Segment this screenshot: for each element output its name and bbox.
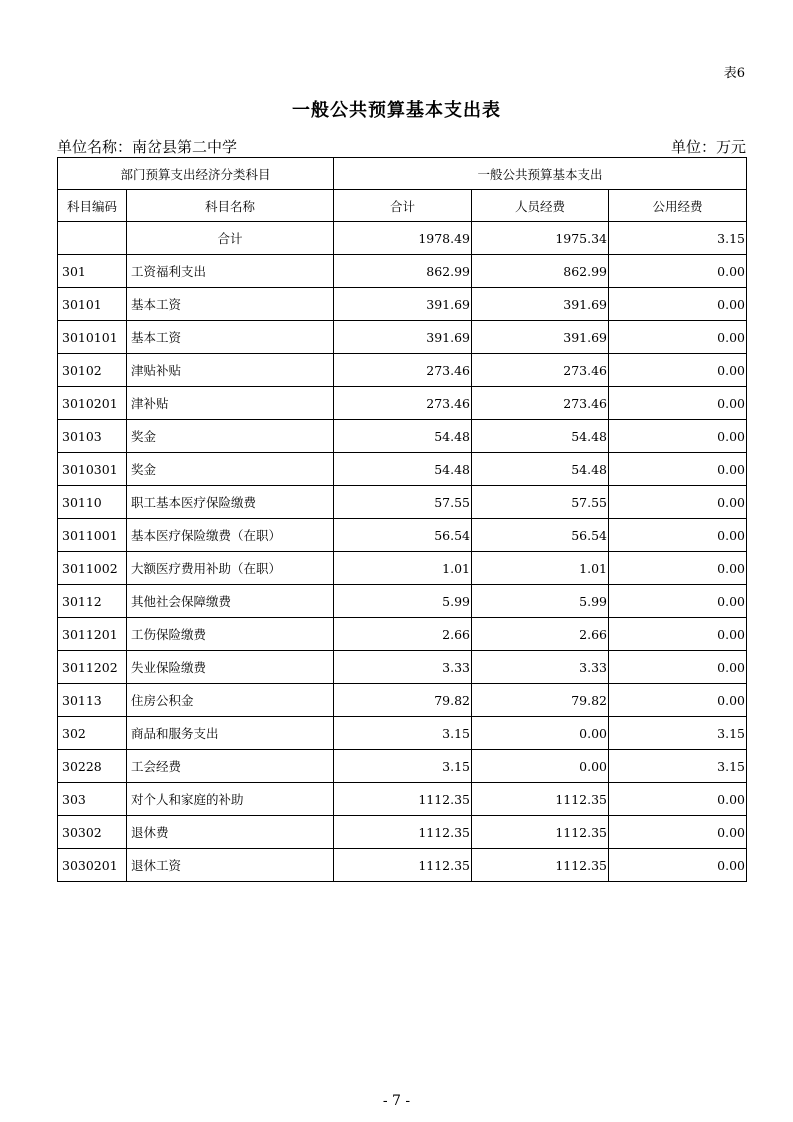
cell-personnel: 79.82 (472, 684, 609, 717)
cell-personnel: 56.54 (472, 519, 609, 552)
cell-personnel: 391.69 (472, 321, 609, 354)
group-header-economic-classification: 部门预算支出经济分类科目 (58, 158, 334, 190)
cell-public: 0.00 (609, 288, 747, 321)
cell-personnel: 1112.35 (472, 783, 609, 816)
cell-personnel: 2.66 (472, 618, 609, 651)
cell-name: 工会经费 (127, 750, 334, 783)
cell-total: 3.15 (334, 750, 472, 783)
cell-public: 0.00 (609, 816, 747, 849)
unit-info-row (57, 136, 746, 156)
cell-code: 3010301 (58, 453, 127, 486)
cell-name: 工资福利支出 (127, 255, 334, 288)
cell-name: 大额医疗费用补助（在职） (127, 552, 334, 585)
cell-code: 3010201 (58, 387, 127, 420)
cell-personnel: 0.00 (472, 717, 609, 750)
cell-code: 30228 (58, 750, 127, 783)
cell-code (58, 222, 127, 255)
table-row (58, 750, 747, 783)
cell-public: 0.00 (609, 849, 747, 882)
cell-personnel: 273.46 (472, 354, 609, 387)
cell-code: 30101 (58, 288, 127, 321)
cell-name: 津贴补贴 (127, 354, 334, 387)
cell-public: 0.00 (609, 354, 747, 387)
cell-total: 1.01 (334, 552, 472, 585)
cell-code: 3011001 (58, 519, 127, 552)
cell-public: 0.00 (609, 453, 747, 486)
cell-code: 30112 (58, 585, 127, 618)
cell-code: 3030201 (58, 849, 127, 882)
cell-personnel: 54.48 (472, 453, 609, 486)
table-row (58, 783, 747, 816)
column-header-personnel: 人员经费 (472, 190, 609, 222)
cell-personnel: 57.55 (472, 486, 609, 519)
cell-name: 退休工资 (127, 849, 334, 882)
cell-code: 3011002 (58, 552, 127, 585)
cell-code: 3011201 (58, 618, 127, 651)
table-row (58, 354, 747, 387)
cell-code: 303 (58, 783, 127, 816)
table-row (58, 486, 747, 519)
column-header-public: 公用经费 (609, 190, 747, 222)
table-column-header-row (58, 190, 747, 222)
table-row (58, 420, 747, 453)
cell-code: 30110 (58, 486, 127, 519)
cell-public: 3.15 (609, 222, 747, 255)
cell-name: 津补贴 (127, 387, 334, 420)
cell-code: 3011202 (58, 651, 127, 684)
cell-total: 391.69 (334, 288, 472, 321)
cell-public: 3.15 (609, 750, 747, 783)
cell-personnel: 273.46 (472, 387, 609, 420)
cell-total: 3.33 (334, 651, 472, 684)
table-row (58, 849, 747, 882)
cell-name: 基本医疗保险缴费（在职） (127, 519, 334, 552)
cell-name: 其他社会保障缴费 (127, 585, 334, 618)
table-row (58, 552, 747, 585)
column-header-code: 科目编码 (58, 190, 127, 222)
page-number: - 7 - (382, 1093, 411, 1109)
cell-total: 57.55 (334, 486, 472, 519)
cell-personnel: 1112.35 (472, 816, 609, 849)
cell-name: 住房公积金 (127, 684, 334, 717)
table-row (58, 519, 747, 552)
column-header-name: 科目名称 (127, 190, 334, 222)
cell-code: 30113 (58, 684, 127, 717)
page-title: 一般公共预算基本支出表 (292, 100, 501, 121)
cell-public: 0.00 (609, 651, 747, 684)
cell-public: 0.00 (609, 387, 747, 420)
cell-public: 0.00 (609, 618, 747, 651)
table-number: 表6 (723, 66, 745, 81)
cell-public: 0.00 (609, 783, 747, 816)
table-row (58, 453, 747, 486)
table-row (58, 387, 747, 420)
table-row (58, 717, 747, 750)
cell-total: 1112.35 (334, 816, 472, 849)
cell-name: 奖金 (127, 420, 334, 453)
cell-name: 奖金 (127, 453, 334, 486)
cell-name: 职工基本医疗保险缴费 (127, 486, 334, 519)
cell-public: 3.15 (609, 717, 747, 750)
cell-name: 基本工资 (127, 321, 334, 354)
cell-personnel: 1975.34 (472, 222, 609, 255)
cell-total: 54.48 (334, 453, 472, 486)
cell-personnel: 0.00 (472, 750, 609, 783)
cell-code: 30102 (58, 354, 127, 387)
cell-code: 3010101 (58, 321, 127, 354)
cell-total: 3.15 (334, 717, 472, 750)
cell-name: 基本工资 (127, 288, 334, 321)
cell-total: 391.69 (334, 321, 472, 354)
cell-total: 273.46 (334, 354, 472, 387)
cell-public: 0.00 (609, 552, 747, 585)
cell-name: 商品和服务支出 (127, 717, 334, 750)
cell-name: 退休费 (127, 816, 334, 849)
unit-label: 单位：万元 (670, 138, 746, 156)
cell-code: 301 (58, 255, 127, 288)
cell-total: 79.82 (334, 684, 472, 717)
cell-personnel: 3.33 (472, 651, 609, 684)
cell-code: 30302 (58, 816, 127, 849)
cell-total: 1112.35 (334, 849, 472, 882)
cell-name: 工伤保险缴费 (127, 618, 334, 651)
cell-public: 0.00 (609, 519, 747, 552)
table-row (58, 684, 747, 717)
unit-name: 单位名称：南岔县第二中学 (57, 138, 238, 156)
cell-name: 失业保险缴费 (127, 651, 334, 684)
cell-total: 54.48 (334, 420, 472, 453)
table-group-header-row (58, 158, 747, 190)
table-row (58, 651, 747, 684)
cell-public: 0.00 (609, 321, 747, 354)
cell-personnel: 5.99 (472, 585, 609, 618)
cell-personnel: 1112.35 (472, 849, 609, 882)
group-header-basic-expenditure: 一般公共预算基本支出 (334, 158, 747, 190)
budget-table (57, 157, 747, 882)
cell-public: 0.00 (609, 684, 747, 717)
cell-public: 0.00 (609, 255, 747, 288)
cell-total: 2.66 (334, 618, 472, 651)
table-row (58, 255, 747, 288)
column-header-total: 合计 (334, 190, 472, 222)
table-row (58, 618, 747, 651)
cell-total: 273.46 (334, 387, 472, 420)
cell-public: 0.00 (609, 585, 747, 618)
table-row (58, 816, 747, 849)
cell-total: 56.54 (334, 519, 472, 552)
cell-total: 1978.49 (334, 222, 472, 255)
cell-total: 862.99 (334, 255, 472, 288)
table-row (58, 288, 747, 321)
cell-public: 0.00 (609, 486, 747, 519)
cell-total: 5.99 (334, 585, 472, 618)
cell-name: 对个人和家庭的补助 (127, 783, 334, 816)
cell-public: 0.00 (609, 420, 747, 453)
table-row (58, 321, 747, 354)
cell-total: 1112.35 (334, 783, 472, 816)
cell-code: 30103 (58, 420, 127, 453)
total-row (58, 222, 747, 255)
cell-name: 合计 (127, 222, 334, 255)
table-row (58, 585, 747, 618)
cell-code: 302 (58, 717, 127, 750)
cell-personnel: 54.48 (472, 420, 609, 453)
cell-personnel: 391.69 (472, 288, 609, 321)
cell-personnel: 862.99 (472, 255, 609, 288)
cell-personnel: 1.01 (472, 552, 609, 585)
